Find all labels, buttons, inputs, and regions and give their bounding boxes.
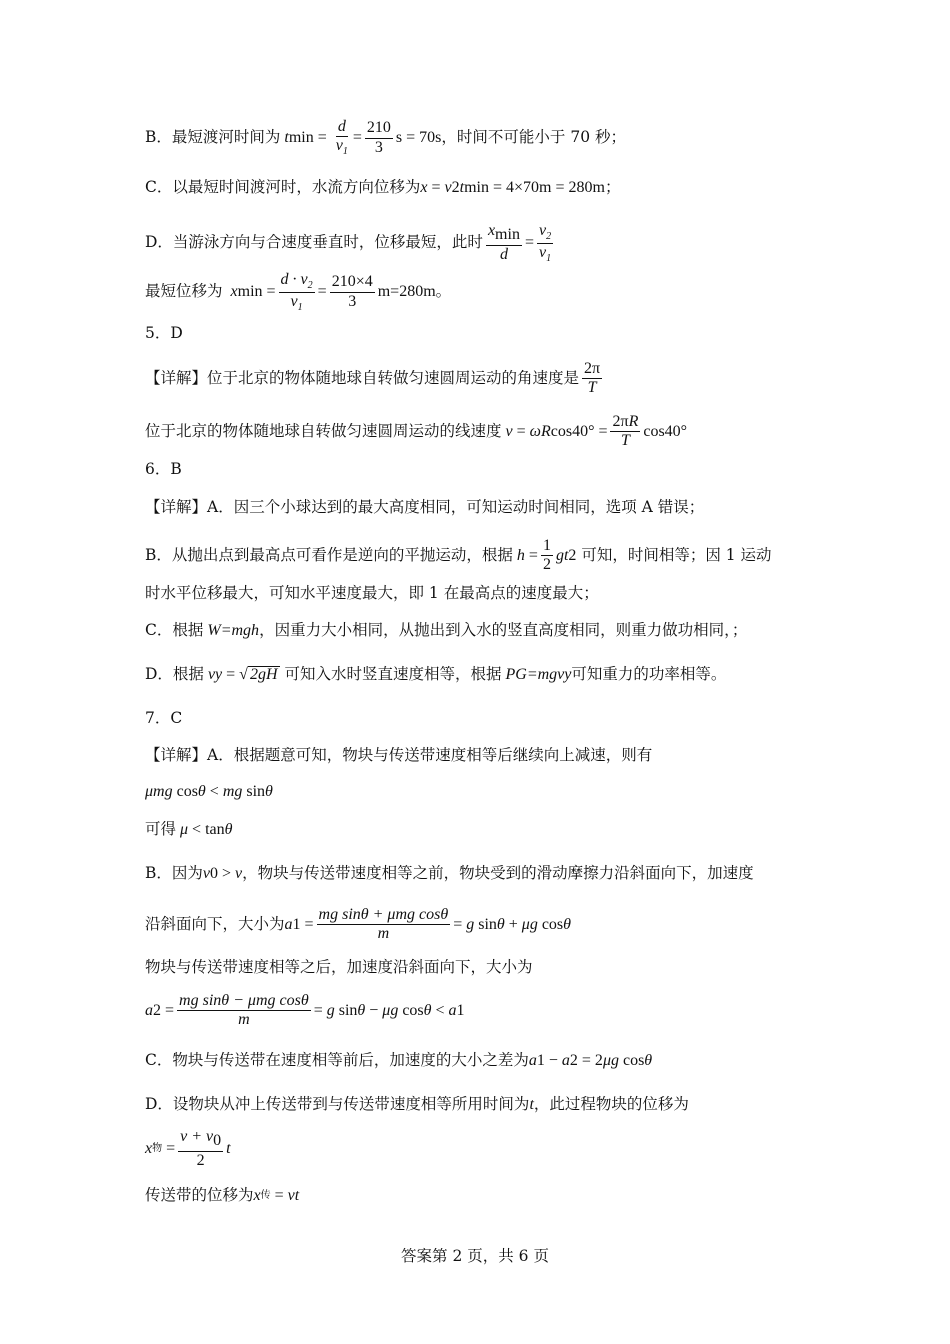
text: 。 [435, 282, 452, 301]
question-6-answer: 6．B [145, 460, 182, 478]
text: D．当游泳方向与合速度垂直时，位移最短，此时 [145, 233, 483, 252]
q7-detail-d: D．设物块从冲上传送带到与传送带速度相等所用时间为 t ，此过程物块的位移为 [145, 1095, 689, 1114]
text: 沿斜面向下，大小为 [145, 915, 285, 934]
q7-conclusion: 可得 μ < tan θ [145, 820, 233, 839]
text: C．以最短时间渡河时，水流方向位移为 [145, 178, 421, 197]
question-5-answer: 5．D [145, 324, 183, 342]
q7-a2-formula: a 2 = $\frac{\text{mg sinθ − μmg cosθ}}{m}$ = g sin θ − μg cos θ < a 1 [145, 992, 465, 1029]
q7-inequality: μmg cos θ < mg sin θ [145, 783, 273, 800]
text: 位于北京的物体随地球自转做匀速圆周运动的线速度 [145, 422, 502, 441]
text: 最短位移为 [145, 282, 223, 301]
text: B．因为 [145, 864, 203, 883]
text: C．根据 [145, 621, 204, 640]
text: D．设物块从冲上传送带到与传送带速度相等所用时间为 [145, 1095, 530, 1114]
text: ，时间不可能小于 70 秒； [441, 128, 626, 147]
q6-detail-d: D．根据 v y = √ 2gH 可知入水时竖直速度相等，根据 P G =mgv y 可知重力的功率相等。 [145, 664, 727, 683]
q7-detail-c: C．物块与传送带在速度相等前后，加速度的大小之差为 a 1 − a 2 = 2 μg cos θ [145, 1051, 653, 1070]
q6-detail-c: C．根据 W=mgh ，因重力大小相同，从抛出到入水的竖直高度相同，则重力做功相同，； [145, 621, 748, 640]
text: 可知入水时竖直速度相等，根据 [284, 664, 502, 683]
text: 可知，时间相等；因 1 运动 [581, 546, 772, 565]
q5-detail-line1: 【详解】位于北京的物体随地球自转做匀速圆周运动的角速度是 $\frac{2\pi}{T}$ [145, 360, 601, 397]
text: 【详解】位于北京的物体随地球自转做匀速圆周运动的角速度是 [145, 369, 580, 388]
text: 可得 [145, 820, 177, 839]
text: ； [604, 178, 621, 197]
answer-4b-line: B．最短渡河时间为 t min = $\frac{d}{v_1}$ = $\frac{210}{3}$ s = 70s ，时间不可能小于 70 秒； [145, 118, 626, 158]
q7-block-displacement: x 物 = $\frac{v + v_0}{2}$ t [145, 1128, 231, 1169]
answer-4d-line: D．当游泳方向与合速度垂直时，位移最短，此时 $\frac{x_{min}}{d}$ = $\frac{v_2}{v_1}$ [145, 222, 552, 264]
text: D．根据 [145, 664, 204, 683]
q7-detail-b: B．因为 v 0 > v ，物块与传送带速度相等之前，物块受到的滑动摩擦力沿斜面向下，加速度 [145, 864, 754, 883]
page-footer: 答案第 2 页，共 6 页 [401, 1247, 549, 1265]
q6-detail-a: 【详解】A．因三个小球达到的最大高度相同，可知运动时间相同，选项 A 错误； [145, 498, 705, 516]
q7-detail-b3: 物块与传送带速度相等之后，加速度沿斜面向下，大小为 [145, 958, 533, 976]
q7-detail-a: 【详解】A．根据题意可知，物块与传送带速度相等后继续向上减速，则有 [145, 746, 653, 764]
min-displacement-line: 最短位移为 x min = $\frac{d \cdot v_2}{v_1}$ = $\frac{210\times 4}{3}$ m=280m 。 [145, 271, 452, 313]
q7-belt-displacement: 传送带的位移为 x 传 = vt [145, 1186, 300, 1205]
text: ，物块与传送带速度相等之前，物块受到的滑动摩擦力沿斜面向下，加速度 [242, 864, 754, 883]
text: 传送带的位移为 [145, 1186, 254, 1205]
text: ，此过程物块的位移为 [533, 1095, 689, 1114]
q5-detail-line2: 位于北京的物体随地球自转做匀速圆周运动的线速度 v = ωR cos40° = $\frac{2\pi R}{T}$ cos40° [145, 413, 688, 450]
q6-detail-b2: 时水平位移最大，可知水平速度最大，即 1 在最高点的速度最大； [145, 584, 599, 602]
text: ，因重力大小相同，从抛出到入水的竖直高度相同，则重力做功相同，； [259, 621, 748, 640]
question-7-answer: 7．C [145, 709, 183, 727]
q7-detail-b2: 沿斜面向下，大小为 a 1 = $\frac{\text{mg sinθ + μmg cosθ}}{m}$ = g sin θ + μg cos θ [145, 906, 572, 943]
text: C．物块与传送带在速度相等前后，加速度的大小之差为 [145, 1051, 529, 1070]
text: 可知重力的功率相等。 [571, 664, 727, 683]
q6-detail-b: B．从抛出点到最高点可看作是逆向的平抛运动，根据 h = $\frac{1}{2}$ gt 2 可知，时间相等；因 1 运动 [145, 537, 772, 574]
answer-4c-line: C．以最短时间渡河时，水流方向位移为 x = v 2 t min = 4×70m = 280m ； [145, 178, 621, 197]
text: B．最短渡河时间为 [145, 128, 281, 147]
text: B．从抛出点到最高点可看作是逆向的平抛运动，根据 [145, 546, 513, 565]
